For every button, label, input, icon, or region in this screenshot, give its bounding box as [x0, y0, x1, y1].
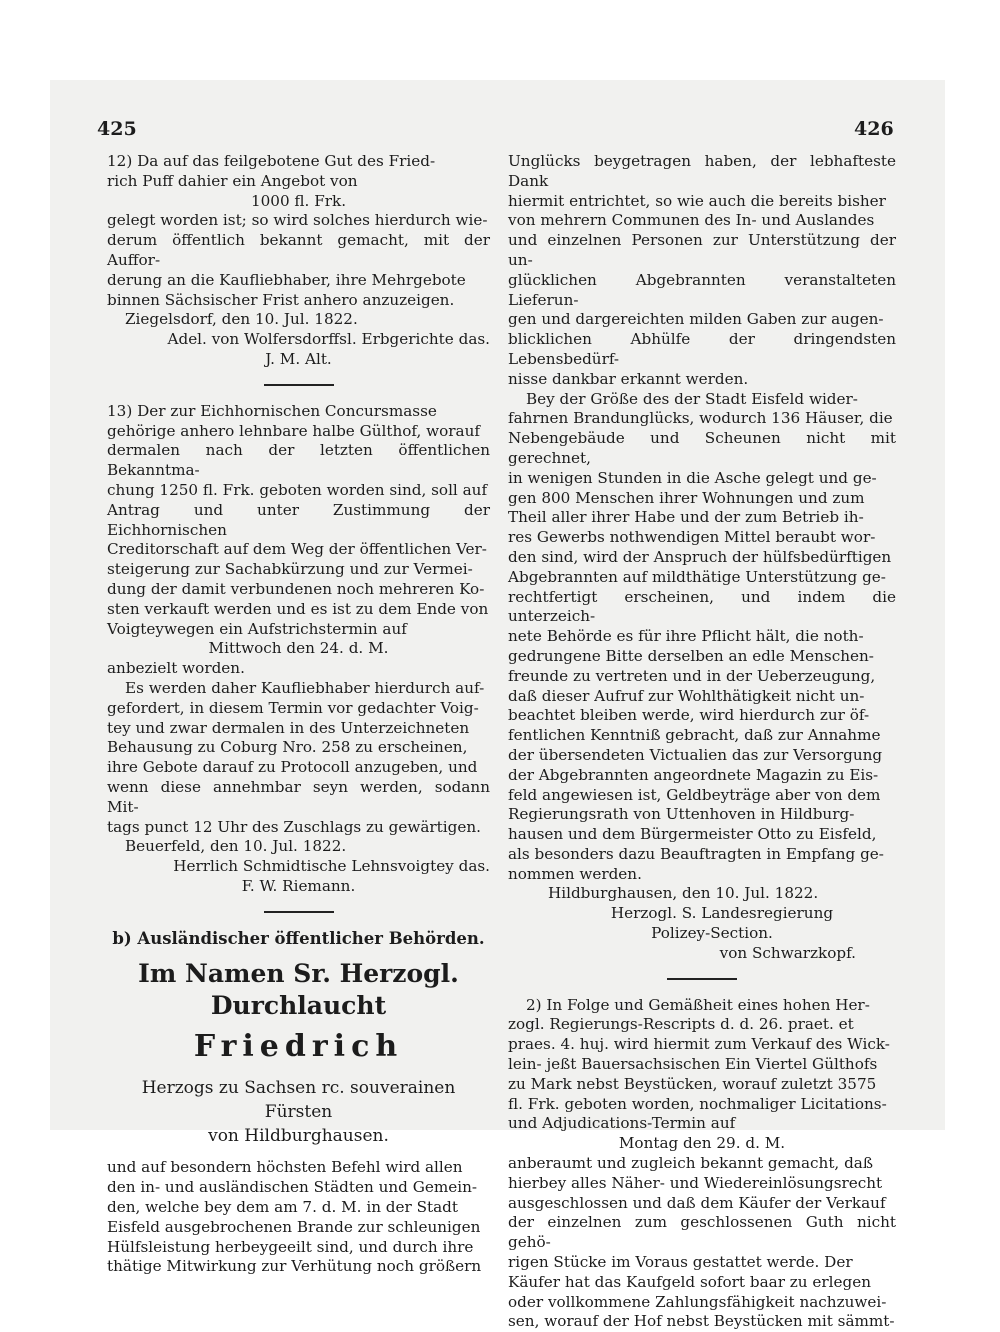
- right-column: [508, 152, 896, 1332]
- spacer: [107, 1148, 490, 1158]
- text-line: binnen Sächsischer Frist anhero anzuzeigen.: [107, 290, 455, 309]
- text-line: Nebengebäude und Scheunen nicht mit gerechnet,: [508, 429, 896, 467]
- text-line: Hülfsleistung herbeygeeilt sind, und durch ihre: [107, 1237, 474, 1256]
- text-line: wenn diese annehmbar seyn werden, sodann Mit-: [107, 777, 490, 816]
- proclamation-body: [107, 1158, 490, 1277]
- text-line: von mehrern Communen des In- und Auslandes: [508, 211, 875, 230]
- text-line: gehörige anhero lehnbare halbe Gülthof, worauf: [107, 421, 481, 440]
- text-line: 1000 fl. Frk.: [250, 191, 347, 210]
- title-line: Im Namen Sr. Herzogl. Durchlaucht: [138, 959, 459, 1021]
- text-line: anbezielt worden.: [107, 659, 245, 678]
- title-line: Herzogs zu Sachsen rc. souverainen Fürsten: [141, 1078, 456, 1123]
- text-line: lein- jeßt Bauersachsischen Ein Viertel Gülthofs: [508, 1055, 878, 1074]
- text-line: Voigteywegen ein Aufstrichstermin auf: [107, 619, 407, 638]
- text-line: hierbey alles Näher- und Wiedereinlösungsrecht: [508, 1173, 883, 1192]
- text-line: Bey der Größe des der Stadt Eisfeld wider-: [526, 389, 858, 408]
- notice-12: [107, 152, 490, 370]
- title-name: Friedrich: [193, 1029, 404, 1065]
- notice-2: [508, 996, 896, 1332]
- text-line: den sind, wird der Anspruch der hülfsbedürftigen: [508, 547, 892, 566]
- divider: [667, 978, 737, 980]
- text-line: gen 800 Menschen ihrer Wohnungen und zum: [508, 488, 865, 507]
- page-number-right: 426: [854, 118, 894, 140]
- text-line: feld angewiesen ist, Geldbeyträge aber von dem: [508, 785, 881, 804]
- text-line: rich Puff dahier ein Angebot von: [107, 171, 358, 190]
- text-line: daß dieser Aufruf zur Wohlthätigkeit nicht un-: [508, 686, 865, 705]
- text-line: der Abgebrannten angeordnete Magazin zu Eis-: [508, 765, 879, 784]
- text-line: steigerung zur Sachabkürzung und zur Vermei-: [107, 560, 473, 579]
- text-line: den in- und ausländischen Städten und Gemein-: [107, 1178, 477, 1197]
- text-line: zu Mark nebst Beystücken, worauf zuletzt 3575: [508, 1074, 877, 1093]
- text-line: gen und dargereichten milden Gaben zur augen-: [508, 310, 884, 329]
- text-line: Creditorschaft auf dem Weg der öffentlichen Ver-: [107, 540, 487, 559]
- text-line: derung an die Kaufliebhaber, ihre Mehrgebote: [107, 270, 466, 289]
- signature-authority: Herzogl. S. Landesregierung: [610, 904, 834, 923]
- page-number-left: 425: [97, 118, 137, 140]
- text-line: 13) Der zur Eichhornischen Concursmasse: [107, 401, 437, 420]
- text-line: Eisfeld ausgebrochenen Brande zur schleunigen: [107, 1217, 481, 1236]
- text-line: Regierungsrath von Uttenhoven in Hildburg-: [508, 805, 855, 824]
- text-line: rigen Stücke im Voraus gestattet werde. Der: [508, 1253, 853, 1272]
- text-line: gelegt worden ist; so wird solches hierdurch wie-: [107, 211, 488, 230]
- text-line: Antrag und unter Zustimmung der Eichhornischen: [107, 500, 490, 539]
- text-line: Behausung zu Coburg Nro. 258 zu erscheinen,: [107, 738, 468, 757]
- text-line: hausen und dem Bürgermeister Otto zu Eisfeld,: [508, 825, 877, 844]
- text-line: hiermit entrichtet, so wie auch die bereits bisher: [508, 191, 886, 210]
- text-line: als besonders dazu Beauftragten in Empfang ge-: [508, 844, 884, 863]
- signature-section: Polizey-Section.: [651, 924, 773, 943]
- date-line: Montag den 29. d. M.: [618, 1134, 786, 1153]
- text-line: blicklichen Abhülfe der dringendsten Lebensbedürf-: [508, 330, 896, 368]
- text-line: zogl. Regierungs-Rescripts d. d. 26. praet. et: [508, 1015, 854, 1034]
- text-line: dermalen nach der letzten öffentlichen Bekanntma-: [107, 441, 490, 480]
- text-line: Käufer hat das Kaufgeld sofort baar zu erlegen: [508, 1272, 871, 1291]
- text-line: nisse dankbar erkannt werden.: [508, 369, 749, 388]
- text-line: chung 1250 fl. Frk. geboten worden sind, soll auf: [107, 480, 488, 499]
- title-line: von Hildburghausen.: [208, 1126, 389, 1147]
- text-line: thätige Mitwirkung zur Verhütung noch größern: [107, 1257, 482, 1276]
- text-line: derum öffentlich bekannt gemacht, mit der Auffor-: [107, 231, 490, 269]
- text-line: 2) In Folge und Gemäßheit eines hohen Her-: [526, 995, 870, 1014]
- text-line: ausgeschlossen und daß dem Käufer der Verkauf: [508, 1193, 886, 1212]
- place-date: Ziegelsdorf, den 10. Jul. 1822.: [125, 310, 358, 329]
- text-line: sten verkauft werden und es ist zu dem Ende von: [107, 599, 489, 618]
- text-line: der übersendeten Victualien das zur Versorgung: [508, 745, 883, 764]
- text-line: Theil aller ihrer Habe und der zum Betrieb ih-: [508, 508, 864, 527]
- place-date: Beuerfeld, den 10. Jul. 1822.: [125, 837, 347, 856]
- text-line: Es werden daher Kaufliebhaber hierdurch auf-: [125, 678, 485, 697]
- divider: [264, 384, 334, 386]
- text-line: sen, worauf der Hof nebst Beystücken mit sämmt-: [508, 1312, 895, 1331]
- text-line: gedrungene Bitte derselben an edle Menschen-: [508, 646, 874, 665]
- text-line: Abgebrannten auf mildthätige Unterstützung ge-: [508, 567, 886, 586]
- text-line: und einzelnen Personen zur Unterstützung der un-: [508, 231, 896, 269]
- place-date: Hildburghausen, den 10. Jul. 1822.: [548, 884, 819, 903]
- text-line: ihre Gebote darauf zu Protocoll anzugeben, und: [107, 758, 478, 777]
- text-line: in wenigen Stunden in die Asche gelegt und ge-: [508, 468, 877, 487]
- text-line: glücklichen Abgebrannten veranstalteten Lieferun-: [508, 270, 896, 309]
- text-line: und auf besondern höchsten Befehl wird allen: [107, 1158, 463, 1177]
- text-line: tey und zwar dermalen in des Unterzeichneten: [107, 718, 470, 737]
- text-line: praes. 4. huj. wird hiermit zum Verkauf des Wick-: [508, 1035, 890, 1054]
- text-line: gefordert, in diesem Termin vor gedachter Voig-: [107, 698, 479, 717]
- notice-13: [107, 402, 490, 897]
- date-line: Mittwoch den 24. d. M.: [208, 639, 389, 658]
- signature-authority: Adel. von Wolfersdorffsl. Erbgerichte das.: [167, 330, 490, 349]
- text-line: nete Behörde es für ihre Pflicht hält, die noth-: [508, 627, 864, 646]
- text-line: 12) Da auf das feilgebotene Gut des Fried-: [107, 152, 436, 170]
- text-line: tags punct 12 Uhr des Zuschlags zu gewärtigen.: [107, 817, 481, 836]
- text-line: den, welche bey dem am 7. d. M. in der Stadt: [107, 1198, 458, 1217]
- signature-name: F. W. Riemann.: [241, 876, 356, 895]
- text-line: fl. Frk. geboten worden, nochmaliger Licitations-: [508, 1094, 887, 1113]
- text-line: der einzelnen zum geschlossenen Guth nicht gehö-: [508, 1213, 896, 1252]
- text-line: Unglücks beygetragen haben, der lebhafteste Dank: [508, 152, 896, 190]
- text-line: anberaumt und zugleich bekannt gemacht, daß: [508, 1154, 874, 1173]
- text-line: beachtet bleiben werde, wird hierdurch zur öf-: [508, 706, 870, 725]
- text-line: fentlichen Kenntniß gebracht, daß zur Annahme: [508, 726, 881, 745]
- section-heading: b) Ausländischer öffentlicher Behörden.: [112, 928, 485, 948]
- text-line: rechtfertigt erscheinen, und indem die unterzeich-: [508, 587, 896, 626]
- divider: [264, 911, 334, 913]
- text-line: fahrnen Brandunglücks, wodurch 136 Häuser, die: [508, 409, 893, 428]
- text-line: res Gewerbs nothwendigen Mittel beraubt wor-: [508, 528, 876, 547]
- text-line: und Adjudications-Termin auf: [508, 1114, 736, 1133]
- text-line: dung der damit verbundenen noch mehreren Ko-: [107, 579, 485, 598]
- text-line: oder vollkommene Zahlungsfähigkeit nachzuwei-: [508, 1292, 887, 1311]
- text-line: freunde zu vertreten und in der Ueberzeugung,: [508, 666, 876, 685]
- left-column: [107, 152, 490, 1277]
- text-line: nommen werden.: [508, 864, 642, 883]
- proclamation-continued: [508, 152, 896, 964]
- signature-name: J. M. Alt.: [265, 349, 332, 368]
- signature-name: von Schwarzkopf.: [719, 943, 856, 962]
- signature-authority: Herrlich Schmidtische Lehnsvoigtey das.: [173, 857, 490, 876]
